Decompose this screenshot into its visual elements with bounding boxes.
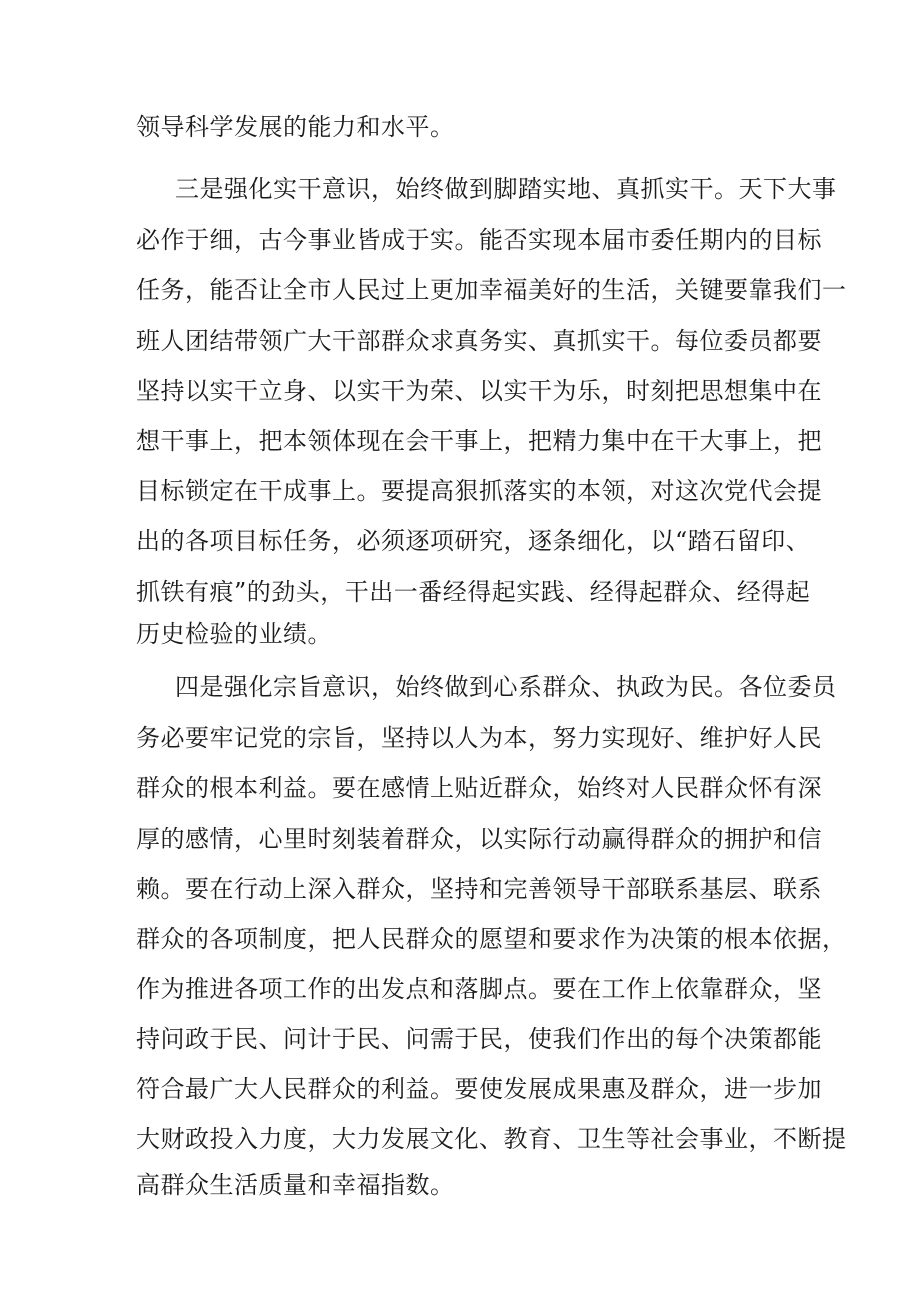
text-line: 目标锁定在干成事上。要提高狠抓落实的本领，对这次党代会提 xyxy=(136,477,822,505)
text-line: 想干事上，把本领体现在会干事上，把精力集中在干大事上，把 xyxy=(136,427,822,455)
text-line: 作为推进各项工作的出发点和落脚点。要在工作上依靠群众，坚 xyxy=(136,975,822,1003)
text-line: 高群众生活质量和幸福指数。 xyxy=(136,1171,455,1199)
text-line: 务必要牢记党的宗旨，坚持以人为本，努力实现好、维护好人民 xyxy=(136,724,822,752)
text-line: 大财政投入力度，大力发展文化、教育、卫生等社会事业，不断提 xyxy=(136,1125,847,1153)
text-line: 群众的根本利益。要在感情上贴近群众，始终对人民群众怀有深 xyxy=(136,774,822,802)
paragraph-4-heading-line: 四是强化宗旨意识，始终做到心系群众、执政为民。各位委员 xyxy=(175,673,837,701)
text-line: 任务，能否让全市人民过上更加幸福美好的生活，关键要靠我们一 xyxy=(136,276,847,304)
text-line: 班人团结带领广大干部群众求真务实、真抓实干。每位委员都要 xyxy=(136,327,822,355)
text-line: 符合最广大人民群众的利益。要使发展成果惠及群众，进一步加 xyxy=(136,1075,822,1103)
text-line: 群众的各项制度，把人民群众的愿望和要求作为决策的根本依据， xyxy=(136,925,847,953)
text-line: 抓铁有痕”的劲头，干出一番经得起实践、经得起群众、经得起 xyxy=(136,578,811,606)
paragraph-3-heading-line: 三是强化实干意识，始终做到脚踏实地、真抓实干。天下大事 xyxy=(175,175,837,203)
text-line: 出的各项目标任务，必须逐项研究，逐条细化，以“踏石留印、 xyxy=(136,527,811,555)
text-line: 持问政于民、问计于民、问需于民，使我们作出的每个决策都能 xyxy=(136,1025,822,1053)
text-line: 必作于细，古今事业皆成于实。能否实现本届市委任期内的目标 xyxy=(136,226,822,254)
text-line: 坚持以实干立身、以实干为荣、以实干为乐，时刻把思想集中在 xyxy=(136,377,822,405)
text-line: 领导科学发展的能力和水平。 xyxy=(136,113,455,141)
text-line: 厚的感情，心里时刻装着群众，以实际行动赢得群众的拥护和信 xyxy=(136,825,822,853)
text-line: 赖。要在行动上深入群众，坚持和完善领导干部联系基层、联系 xyxy=(136,875,822,903)
text-line: 历史检验的业绩。 xyxy=(136,620,332,648)
